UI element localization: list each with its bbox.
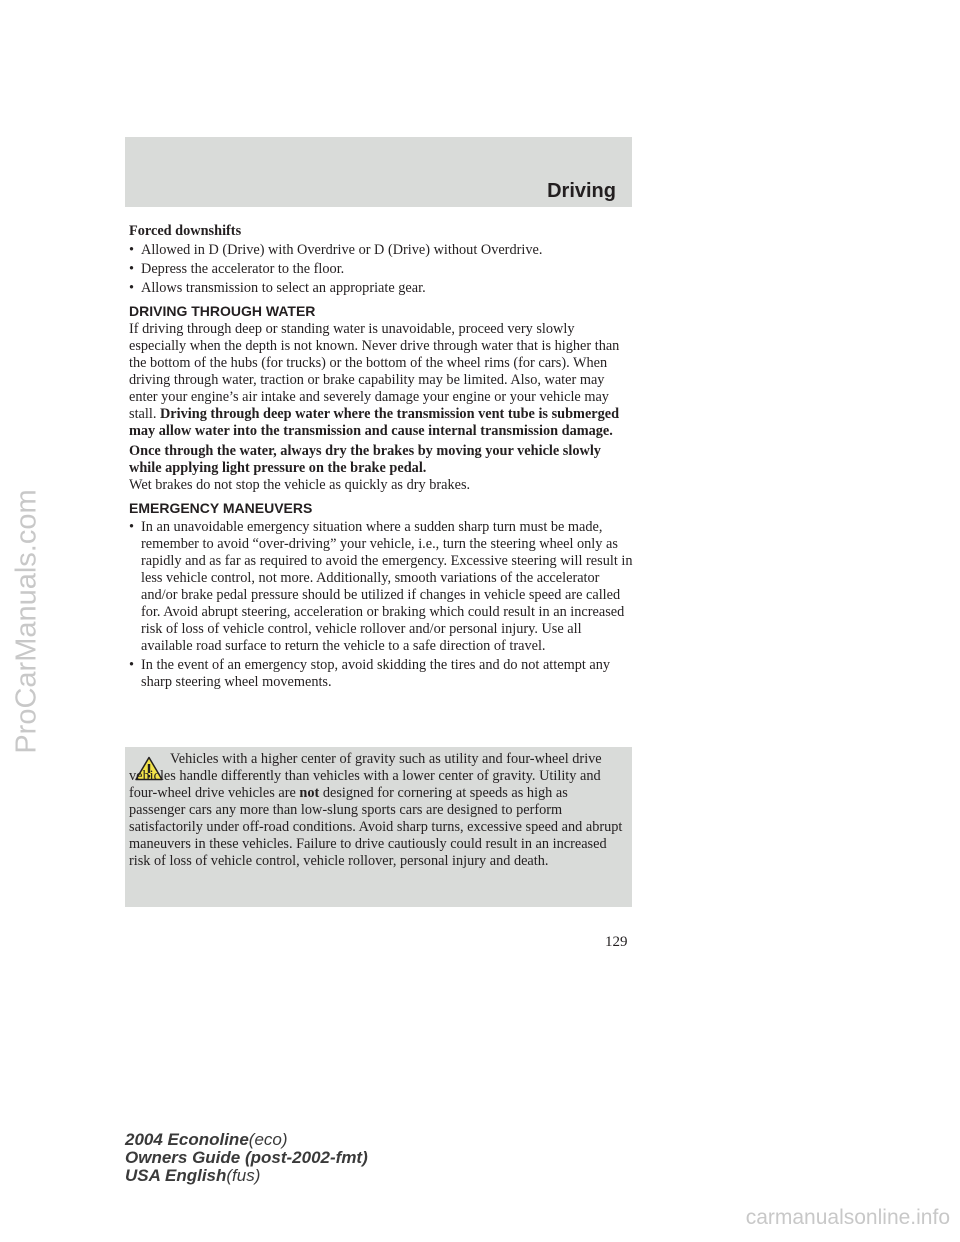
water-paragraph-1: If driving through deep or standing water is unavoidable, proceed very slowly especially when the depth is not known. Never drive through water that is higher than the bottom of the hubs (for trucks) or the bottom of the wheel rims (for cars). When driving through water, traction or brake capability may be limited. Also, water may enter your engine’s air intake and severely damage your engine or your vehicle may stall. Driving through deep water where the transmission vent tube is submerged may allow water into the transmission and cause internal transmission damage. (129, 321, 620, 439)
forced-downshifts-title: Forced downshifts (129, 223, 242, 239)
site-watermark: carmanualsonline.info (745, 1206, 950, 1229)
side-watermark (2, 0, 52, 1242)
section-header-band (125, 137, 632, 207)
footer-line-3: USA English(fus) (125, 1166, 261, 1185)
document-footer (125, 1131, 368, 1185)
list-item: • Allows transmission to select an appropriate gear. (129, 280, 426, 296)
list-item: • Allowed in D (Drive) with Overdrive or D (Drive) without Overdrive. (129, 242, 543, 258)
bullet-icon: • (129, 519, 135, 535)
page-content (129, 223, 634, 693)
water-paragraph-2: Once through the water, always dry the brakes by moving your vehicle slowly while applying light pressure on the brake pedal. Wet brakes do not stop the vehicle as quickly as dry brakes. (129, 443, 601, 493)
list-item: • In the event of an emergency stop, avoid skidding the tires and do not attempt any sharp steering wheel movements. (129, 657, 611, 690)
warning-box (125, 747, 632, 907)
bullet-icon: • (129, 261, 135, 277)
list-item: • Depress the accelerator to the floor. (129, 261, 345, 277)
page-number: 129 (605, 934, 628, 950)
watermark-text: ProCarManuals.com (10, 488, 43, 754)
emergency-maneuvers-heading: EMERGENCY MANEUVERS (129, 500, 313, 516)
list-item: • In an unavoidable emergency situation where a sudden sharp turn must be made, remember to avoid “over-driving” your vehicle, i.e., turn the steering wheel only as rapidly and as far as required to avoid the emergency. Excessive steering will result in less vehicle control, not more. Additionally, smooth variations of the accelerator and/or brake pedal pressure should be utilized if changes in vehicle speed are called for. Avoid abrupt steering, acceleration or braking which could result in an increased risk of loss of vehicle control, vehicle rollover and/or personal injury. Use all available road surface to return the vehicle to a safe direction of travel. (129, 519, 633, 654)
emergency-maneuvers-list (129, 519, 634, 691)
forced-downshifts-list (129, 242, 634, 297)
bullet-icon: • (129, 242, 135, 258)
bullet-icon: • (129, 280, 135, 296)
section-title: Driving (547, 180, 616, 202)
footer-line-2: Owners Guide (post-2002-fmt) (125, 1148, 368, 1167)
driving-through-water-heading: DRIVING THROUGH WATER (129, 303, 316, 319)
footer-line-1: 2004 Econoline(eco) (125, 1130, 288, 1149)
bullet-icon: • (129, 657, 135, 673)
warning-text: Vehicles with a higher center of gravity such as utility and four-wheel drive vehicles handle differently than vehicles with a lower center of gravity. Utility and four-wheel drive vehicles are not designed for cornering at speeds as high as passenger cars any more than low-slung sports cars are designed to perform satisfactorily under off-road conditions. Avoid sharp turns, excessive speed and abrupt maneuvers in these vehicles. Failure to drive cautiously could result in an increased risk of loss of vehicle control, vehicle rollover, personal injury and death. (129, 751, 623, 869)
